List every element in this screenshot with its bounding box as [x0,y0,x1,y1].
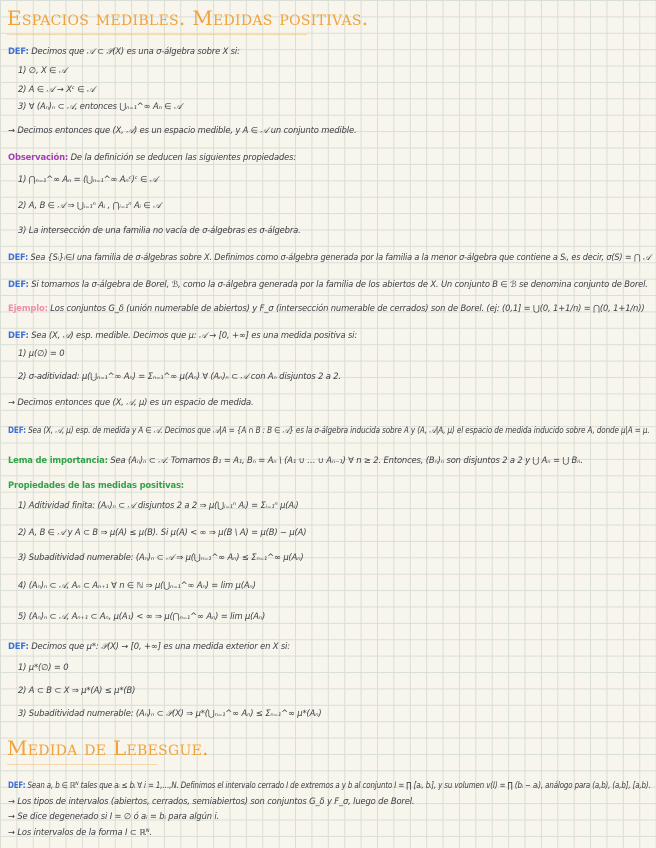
note-line [8,303,650,313]
section-title-lebesgue-measure: Medida de Lebesgue. [7,736,209,760]
note-line [8,330,650,340]
note-line [18,348,650,358]
note-line [8,279,650,289]
note-line [8,397,650,407]
note-line-text: → Los tipos de intervalos (abiertos, cerrados, semiabiertos) son conjuntos G_δ y F_σ, luego de Borel. [8,796,415,806]
note-line [8,780,650,790]
note-line [8,125,650,135]
note-line-tag: DEF: [8,330,29,340]
note-line [18,708,650,718]
note-line-tag: DEF: [8,425,26,435]
note-line [18,580,650,590]
note-line-text: → Los intervalos de la forma I ⊂ ℝᴺ. [8,827,152,837]
note-line [8,796,650,806]
note-line-text: Decimos que 𝒜 ⊂ 𝒫(X) es una σ-álgebra sobre X si: [28,46,240,56]
note-line [8,827,650,837]
note-line-tag: Propiedades de las medidas positivas: [8,480,184,490]
note-line [18,101,650,111]
note-line [18,371,650,381]
note-line-tag: DEF: [8,46,29,56]
note-line-text: Sea (Aₙ)ₙ ⊂ 𝒜. Tomamos B₁ = A₁, Bₙ = Aₙ \ (A₁ ∪ … ∪ Aₙ₋₁) ∀ n ≥ 2. Entonces, (Bₙ)ₙ son disjuntos 2 a 2 y ⋃ Aₙ = ⋃ Bₙ. [107,455,583,465]
note-line [18,84,650,94]
note-line-text: Sea (X, 𝒜, μ) esp. de medida y A ∈ 𝒜. Decimos que 𝒜|A = {A ∩ B : B ∈ 𝒜} es la σ-álgebra inducida sobre A y (A, 𝒜|A, μ) el espacio de medida inducido sobre A, donde μ|A = μ. [25,425,650,435]
note-line-text: → Decimos entonces que (X, 𝒜) es un espacio medible, y A ∈ 𝒜 un conjunto medible. [8,125,357,135]
note-line-tag: Ejemplo: [8,303,48,313]
note-line-text: 2) A ⊂ B ⊂ X ⇒ μ*(A) ≤ μ*(B) [18,685,136,695]
note-line-text: 1) μ*(∅) = 0 [18,662,69,672]
note-line-text: → Decimos entonces que (X, 𝒜, μ) es un espacio de medida. [8,397,254,407]
section-title-underline [7,764,157,765]
note-line-text: 1) ⋂ₙ₌₁^∞ Aₙ = (⋃ₙ₌₁^∞ Aₙᶜ)ᶜ ∈ 𝒜 [18,174,158,184]
note-line-text: 3) Subaditividad numerable: (Aₙ)ₙ ⊂ 𝒜 ⇒ μ(⋃ₙ₌₁^∞ Aₙ) ≤ Σₙ₌₁^∞ μ(Aₙ) [18,552,304,562]
note-line [8,425,650,435]
note-line-text: 3) Subaditividad numerable: (Aₙ)ₙ ⊂ 𝒫(X) ⇒ μ*(⋃ₙ₌₁^∞ Aₙ) ≤ Σₙ₌₁^∞ μ*(Aₙ) [18,708,322,718]
note-line-text: 4) (Aₙ)ₙ ⊂ 𝒜, Aₙ ⊂ Aₙ₊₁ ∀ n ∈ ℕ ⇒ μ(⋃ₙ₌₁^∞ Aₙ) = lim μ(Aₙ) [18,580,256,590]
note-line-tag: DEF: [8,252,29,262]
note-line-tag: DEF: [8,641,29,651]
note-line-text: Sea (X, 𝒜) esp. medible. Decimos que μ: 𝒜 → [0, +∞] es una medida positiva si: [28,330,358,340]
note-line [18,552,650,562]
note-line-text: 5) (Aₙ)ₙ ⊂ 𝒜, Aₙ₊₁ ⊂ Aₙ, μ(A₁) < ∞ ⇒ μ(⋂ₙ₌₁^∞ Aₙ) = lim μ(Aₙ) [18,611,266,621]
note-line-text: → Se dice degenerado si I = ∅ ó aᵢ = bᵢ para algún i. [8,811,220,821]
note-line-text: 2) A, B ∈ 𝒜 y A ⊂ B ⇒ μ(A) ≤ μ(B). Si μ(A) < ∞ ⇒ μ(B \ A) = μ(B) − μ(A) [18,527,307,537]
note-line-tag: DEF: [8,279,29,289]
note-line-text: 1) μ(∅) = 0 [18,348,65,358]
note-line [18,500,650,510]
note-line [18,685,650,695]
note-line [8,152,650,162]
note-line [8,641,650,651]
note-line [8,480,650,490]
section-title-measurable-spaces: Espacios medibles. Medidas positivas. [7,6,369,30]
note-line [18,65,650,75]
note-line-tag: Lema de importancia: [8,455,108,465]
note-line [18,662,650,672]
note-line-text: 3) La intersección de una familia no vacía de σ-álgebras es σ-álgebra. [18,225,301,235]
note-line-text: De la definición se deducen las siguientes propiedades: [68,152,297,162]
note-line [8,252,650,262]
note-line-text: 2) A ∈ 𝒜 → Xᶜ ∈ 𝒜 [18,84,95,94]
note-line-text: Los conjuntos G_δ (unión numerable de abiertos) y F_σ (intersección numerable de cerrados) son de Borel. (ej: (0,1] = ⋃(0, 1+1/n) = ⋂(0, 1+1/n)) [47,303,645,313]
note-line-text: 3) ∀ (Aₙ)ₙ ⊂ 𝒜, entonces ⋃ₙ₌₁^∞ Aₙ ∈ 𝒜 [18,101,182,111]
section-title-underline [7,34,307,35]
note-line [8,811,650,821]
note-line-tag: DEF: [8,780,26,790]
note-line-text: 1) ∅, X ∈ 𝒜 [18,65,67,75]
note-line-text: Sea {Sᵢ}ᵢ∈I una familia de σ-álgebras sobre X. Definimos como σ-álgebra generada por la familia a la menor σ-álgebra que contiene a Sᵢ, es decir, σ(S) = ⋂ 𝒜 [28,252,651,262]
note-line [18,527,650,537]
note-line-text: Decimos que μ*: 𝒫(X) → [0, +∞] es una medida exterior en X si: [28,641,290,651]
note-line-text: Si tomamos la σ-álgebra de Borel, ℬ, como la σ-álgebra generada por la familia de los abiertos de X. Un conjunto B ∈ ℬ se denomina conjunto de Borel. [28,279,648,289]
note-line [8,455,650,465]
note-line-tag: Observación: [8,152,69,162]
note-line-text: 2) A, B ∈ 𝒜 ⇒ ⋃ᵢ₌₁ⁿ Aᵢ , ⋂ᵢ₌₁ⁿ Aᵢ ∈ 𝒜 [18,200,161,210]
note-line [18,225,650,235]
note-line [18,174,650,184]
note-line-text: Sean a, b ∈ ℝᴺ tales que aᵢ ≤ bᵢ ∀ i = 1,…,N. Definimos el intervalo cerrado I de extremos a y b al conjunto I = ∏ [aᵢ, bᵢ], y su volumen v(I) = ∏ (bᵢ − aᵢ), análogo para (a,b), (a,b], [a,b). [25,780,651,790]
note-line-text: 1) Aditividad finita: (Aₙ)ₙ ⊂ 𝒜 disjuntos 2 a 2 ⇒ μ(⋃ᵢ₌₁ⁿ Aᵢ) = Σᵢ₌₁ⁿ μ(Aᵢ) [18,500,299,510]
note-line [8,46,650,56]
note-line-text: 2) σ-aditividad: μ(⋃ₙ₌₁^∞ Aₙ) = Σₙ₌₁^∞ μ(Aₙ) ∀ (Aₙ)ₙ ⊂ 𝒜 con Aₙ disjuntos 2 a 2. [18,371,341,381]
note-line [18,611,650,621]
note-line [18,200,650,210]
